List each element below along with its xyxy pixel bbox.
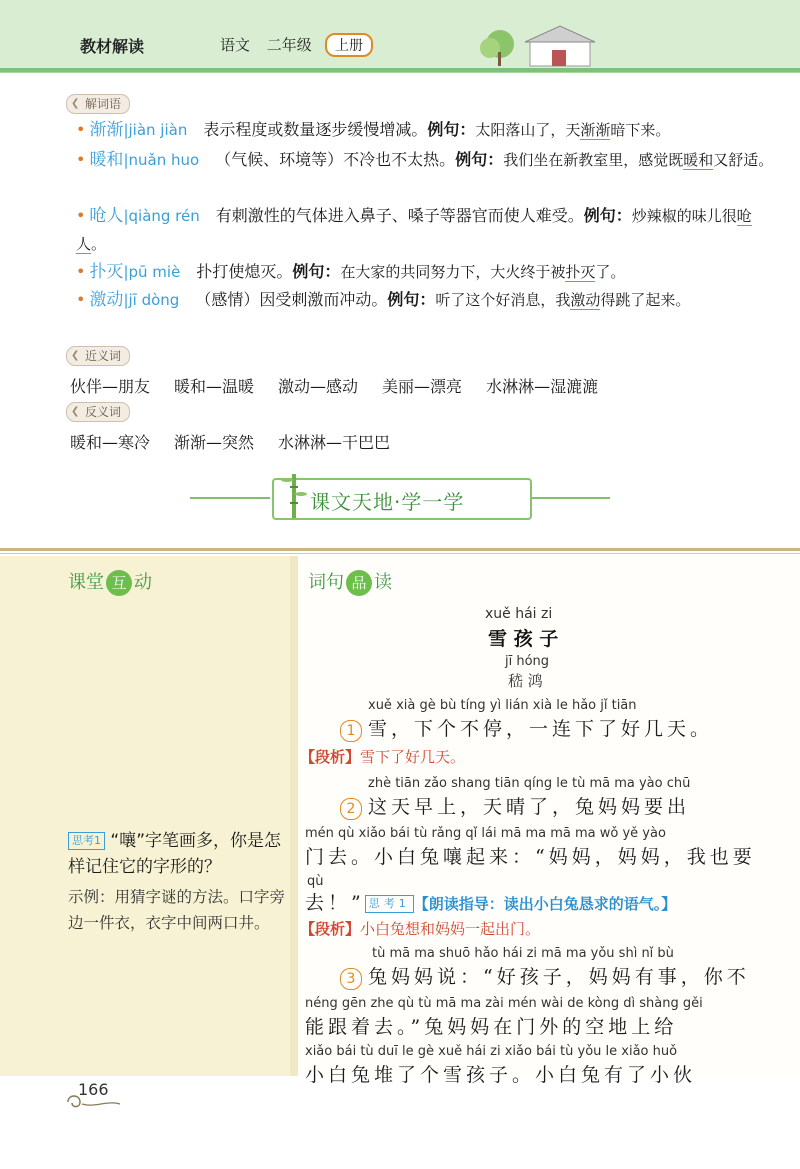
word-entry xyxy=(76,146,776,174)
analysis-label: 【段析】 xyxy=(300,920,361,938)
paragraph-text: 小白兔堆了个雪孩子。小白兔有了小伙 xyxy=(305,1064,697,1086)
paragraph-number: 3 xyxy=(340,968,362,990)
entry-word: 暖和 xyxy=(89,150,124,170)
example-text: 太阳落山了，天 xyxy=(475,121,581,139)
section-divider xyxy=(0,548,800,551)
reading-title xyxy=(308,568,392,596)
grade-label: 二年级 xyxy=(266,36,312,54)
explain-words-tag: ❮ 解词语 xyxy=(66,94,130,114)
paragraph-text: 这天早上，天晴了，兔妈妈要出 xyxy=(368,796,691,818)
pinyin-text: jiàn jiàn xyxy=(128,121,188,139)
example-highlight: 扑灭 xyxy=(565,263,596,281)
author-pinyin: jī hóng xyxy=(505,654,550,669)
pinyin-text: nuǎn huo xyxy=(128,151,200,169)
example-highlight: 激动 xyxy=(570,291,601,309)
pinyin-text: jī dòng xyxy=(128,291,180,309)
example-text-end: 了。 xyxy=(595,263,626,281)
example-sentence xyxy=(340,263,625,282)
analysis-2 xyxy=(300,918,540,939)
paragraph-text-end xyxy=(305,888,676,915)
paragraph-text: 门去。小白兔嚷起来：“妈妈，妈妈，我也要 xyxy=(305,846,756,868)
example-label: 例句： xyxy=(455,150,504,169)
paragraph-text: 兔妈妈说：“好孩子，妈妈有事，你不 xyxy=(368,966,750,988)
antonyms-tag: ❮ 反义词 xyxy=(66,402,130,422)
example-highlight: 暖和 xyxy=(683,151,714,169)
example-text: 在大家的共同努力下，大火终于被 xyxy=(340,263,566,281)
reading-guide: 【朗读指导：读出小白兔恳求的语气。】 xyxy=(413,895,677,913)
title-part-end: 读 xyxy=(374,572,392,593)
antonym-pair: 水淋淋—干巴巴 xyxy=(278,433,391,452)
classroom-panel xyxy=(0,556,290,1076)
bullet-icon: • xyxy=(76,150,86,169)
synonyms-list xyxy=(70,374,622,397)
pinyin-line: xiǎo bái tù duī le gè xuě hái zi xiǎo bái tù yǒu le xiǎo huǒ xyxy=(305,1044,678,1059)
pinyin-line: qù xyxy=(307,874,324,889)
header-divider-thin xyxy=(0,72,800,73)
example-text-end: 又舒适。 xyxy=(713,151,774,169)
synonyms-tag: ❮ 近义词 xyxy=(66,346,130,366)
example-text: 我们坐在新教室里，感觉既 xyxy=(503,151,684,169)
word-entry xyxy=(76,202,776,258)
think-tag: 思考1 xyxy=(68,832,105,850)
bullet-icon: • xyxy=(76,290,86,309)
synonym-pair: 激动—感动 xyxy=(278,377,359,396)
entry-definition: 表示程度或数量逐步缓慢增减。 xyxy=(203,120,428,139)
pinyin-line: tù mā ma shuō hǎo hái zi mā ma yǒu shì nǐ bù xyxy=(372,946,674,961)
bullet-icon: • xyxy=(76,120,86,139)
title-part: 课堂 xyxy=(68,572,104,593)
village-illustration-icon xyxy=(470,22,630,68)
example-highlight: 呛人 xyxy=(76,207,752,253)
think-question xyxy=(68,828,288,880)
pinyin-text: qiàng rén xyxy=(128,207,200,225)
entry-pinyin: |jī dòng xyxy=(123,291,180,309)
bullet-icon: • xyxy=(76,206,86,225)
antonym-pair: 渐渐—突然 xyxy=(174,433,255,452)
entry-pinyin: |nuǎn huo xyxy=(123,151,200,169)
header-title: 教材解读 xyxy=(80,37,145,56)
paragraph-text: 去！” xyxy=(305,892,365,914)
paragraph-text: 雪，下个不停，一连下了好几天。 xyxy=(368,718,714,740)
example-highlight: 渐渐 xyxy=(580,121,611,139)
antonyms-list xyxy=(70,430,414,453)
synonym-pair: 美丽—漂亮 xyxy=(382,377,463,396)
entry-definition: （气候、环境等）不冷也不太热。 xyxy=(215,150,456,169)
entry-word: 激动 xyxy=(89,290,124,310)
example-text-end: 。 xyxy=(91,235,107,253)
banner-line-right xyxy=(530,497,610,499)
entry-definition: （感情）因受刺激而冲动。 xyxy=(195,290,388,309)
volume-badge: 上册 xyxy=(325,33,373,57)
bamboo-icon xyxy=(280,470,308,520)
pinyin-line: mén qù xiǎo bái tù rǎng qǐ lái mā ma mā ma wǒ yě yào xyxy=(305,826,666,841)
bullet-icon: • xyxy=(76,262,86,281)
think-tag: 思考1 xyxy=(365,895,414,913)
story-title-pinyin: xuě hái zi xyxy=(485,606,553,622)
analysis-label: 【段析】 xyxy=(300,748,361,766)
header-subject xyxy=(220,34,324,55)
example-text: 炒辣椒的味儿很 xyxy=(631,207,737,225)
paragraph-text: 能跟着去。”兔妈妈在门外的空地上给 xyxy=(305,1016,678,1038)
synonym-pair: 水淋淋—湿漉漉 xyxy=(486,377,599,396)
entry-definition: 扑打使熄灭。 xyxy=(196,262,293,281)
example-label: 例句： xyxy=(387,290,436,309)
example-text-end: 得跳了起来。 xyxy=(600,291,691,309)
banner-line-left xyxy=(190,497,270,499)
entry-word: 扑灭 xyxy=(89,262,124,282)
analysis-text: 小白兔想和妈妈一起出门。 xyxy=(360,920,541,938)
example-sentence xyxy=(503,151,773,170)
entry-pinyin: |pū miè xyxy=(123,263,181,281)
word-entry xyxy=(76,258,776,286)
title-part-end: 动 xyxy=(134,572,152,593)
example-label: 例句： xyxy=(292,262,341,281)
subject-label: 语文 xyxy=(220,36,251,54)
panel-separator xyxy=(290,556,298,1076)
paragraph-number: 1 xyxy=(340,720,362,742)
antonym-pair: 暖和—寒冷 xyxy=(70,433,151,452)
title-part: 词句 xyxy=(308,572,344,593)
paragraph-number: 2 xyxy=(340,798,362,820)
pinyin-line: néng gēn zhe qù tù mā ma zài mén wài de kòng dì shàng gěi xyxy=(305,996,703,1011)
question-text: “嚷”字笔画多，你是怎样记住它的字形的？ xyxy=(68,831,282,877)
paragraph-3 xyxy=(340,962,750,990)
example-label: 例句： xyxy=(427,120,476,139)
example-sentence xyxy=(475,121,670,140)
pinyin-line: zhè tiān zǎo shang tiān qíng le tù mā ma yào chū xyxy=(368,776,691,791)
example-sentence xyxy=(435,291,690,310)
classroom-title xyxy=(68,568,152,596)
example-label: 例句： xyxy=(583,206,632,225)
synonym-pair: 伙伴—朋友 xyxy=(70,377,151,396)
pinyin-text: pū miè xyxy=(128,263,181,281)
title-circle: 品 xyxy=(346,570,372,596)
analysis-1 xyxy=(300,746,465,767)
entry-word: 渐渐 xyxy=(89,120,124,140)
page-number: 166 xyxy=(78,1080,109,1099)
entry-pinyin: |qiàng rén xyxy=(123,207,200,225)
synonym-pair: 暖和—温暖 xyxy=(174,377,255,396)
word-entry xyxy=(76,116,776,144)
entry-definition: 有刺激性的气体进入鼻子、嗓子等器官而使人难受。 xyxy=(215,206,584,225)
author: 嵇 鸿 xyxy=(508,672,543,690)
section-divider-thin xyxy=(0,553,800,554)
answer-text: 示例：用猜字谜的方法。口字旁边一件衣，衣字中间两口井。 xyxy=(68,888,286,932)
analysis-text: 雪下了好几天。 xyxy=(360,748,466,766)
entry-word: 呛人 xyxy=(89,206,124,226)
title-circle: 互 xyxy=(106,570,132,596)
word-entry xyxy=(76,286,776,314)
story-title: 雪 孩 子 xyxy=(488,628,559,650)
paragraph-1 xyxy=(340,714,713,742)
example-text: 听了这个好消息，我 xyxy=(435,291,571,309)
entry-pinyin: |jiàn jiàn xyxy=(123,121,188,139)
pinyin-line: xuě xià gè bù tíng yì lián xià le hǎo jǐ tiān xyxy=(368,698,637,713)
paragraph-2 xyxy=(340,792,690,820)
section-banner-title: 课文天地·学一学 xyxy=(310,490,465,514)
example-text-end: 暗下来。 xyxy=(610,121,671,139)
